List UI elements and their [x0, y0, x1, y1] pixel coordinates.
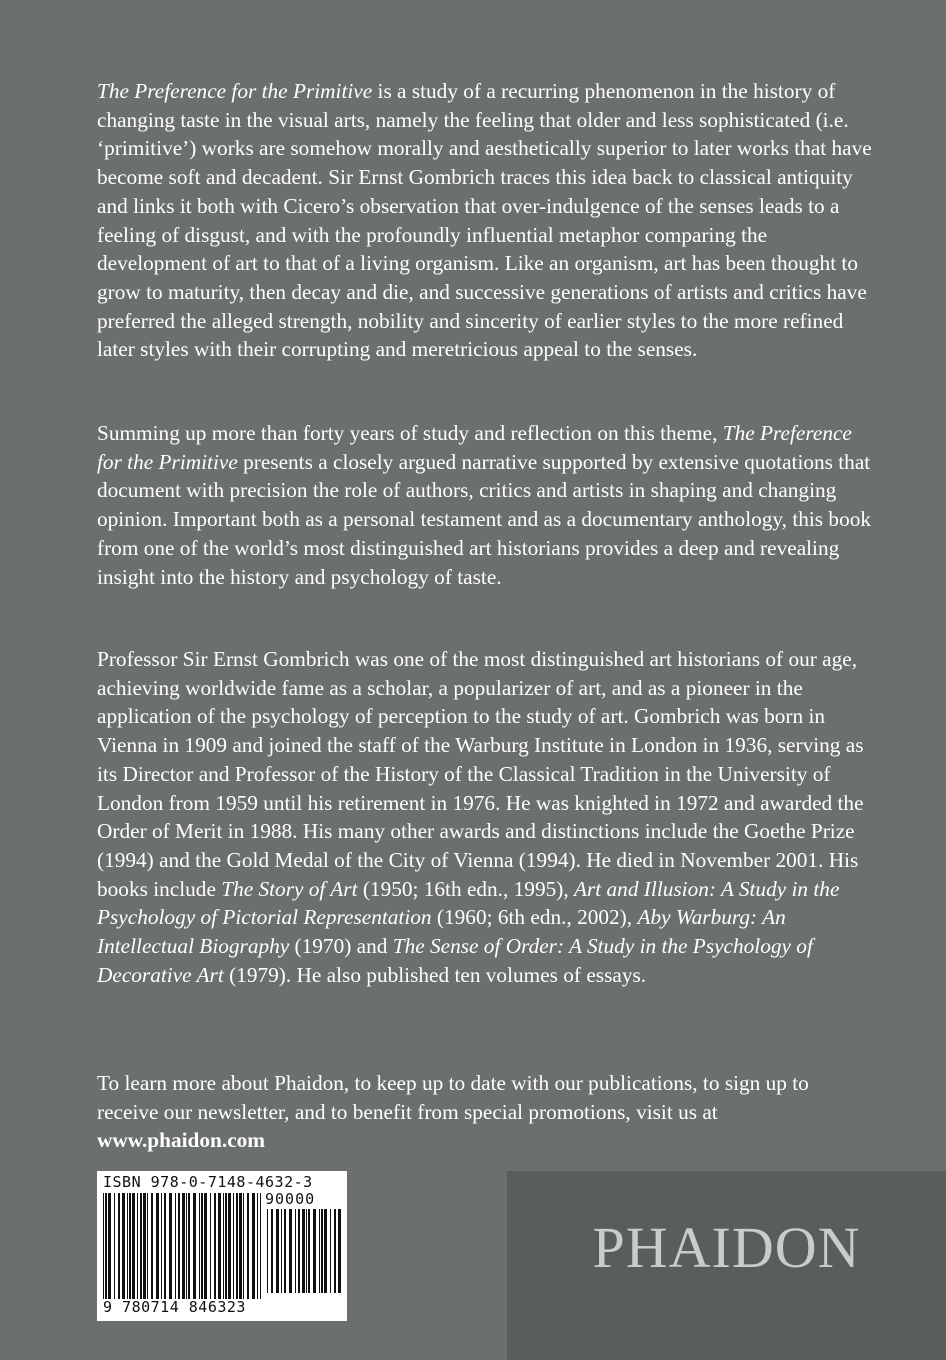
bio-text: (1970) and [289, 934, 393, 959]
publisher-promo-paragraph [97, 1069, 872, 1155]
barcode-bar [239, 1193, 242, 1299]
book-title: The Preference for the Primitive [97, 79, 373, 103]
barcode-bar [137, 1193, 138, 1299]
barcode-bar [319, 1209, 320, 1293]
bio-text: Professor Sir Ernst Gombrich was one of the most distinguished art historians of our age, achieving worldwide fame as a scholar, a popularizer of art, and as a pioneer in the application of the psychology of perception to the study of art. Gombrich was born in Vienna in 1909 and joined the staff of the Warburg Institute in London in 1936, serving as its Director and Professor of the History of the Classical Tradition in the University of London from 1959 until his retirement in 1976. He was knighted in 1972 and awarded the Order of Merit in 1988. His many other awards and distinctions include the Goethe Prize (1994) and the Gold Medal of the City of Vienna (1994). He died in November 2001. His books include [97, 647, 864, 901]
barcode-bar [108, 1193, 111, 1299]
promo-text: To learn more about Phaidon, to keep up to date with our publications, to sign up to receive our newsletter, and to benefit from special promotions, visit us at [97, 1071, 809, 1124]
isbn-barcode [97, 1171, 347, 1321]
barcode-bar [267, 1209, 268, 1293]
barcode-bar [105, 1193, 107, 1299]
barcode-bar [140, 1193, 142, 1299]
addon-barcode-bars [267, 1209, 341, 1293]
barcode-bar [188, 1193, 190, 1299]
barcode-bar [284, 1209, 286, 1293]
barcode-bar [252, 1193, 255, 1299]
barcode-bar [118, 1193, 120, 1299]
description-paragraph-2 [97, 419, 872, 591]
bio-text: (1979). He also published ten volumes of essays. [223, 962, 647, 987]
barcode-bar [201, 1193, 203, 1299]
barcode-bar [295, 1209, 296, 1293]
barcode-bar [147, 1193, 148, 1299]
publisher-logo: PHAIDON [592, 1215, 861, 1280]
barcode-bar [129, 1193, 131, 1299]
isbn-label: ISBN 978-0-7148-4632-3 [103, 1173, 313, 1191]
author-bio-paragraph [97, 645, 872, 989]
ean-barcode-bars [103, 1193, 261, 1299]
barcode-bar [225, 1193, 227, 1299]
barcode-bar [306, 1209, 307, 1293]
barcode-bar [243, 1193, 244, 1299]
bio-text: (1950; 16th edn., 1995), [357, 876, 574, 901]
barcode-bar [199, 1193, 200, 1299]
book-title-sense-of-order: The Sense of Order: A Study in the Psychology of Decorative Art [97, 934, 813, 987]
barcode-bar [218, 1193, 221, 1299]
paragraph-text: presents a closely argued narrative supported by extensive quotations that document with precision the role of authors, critics and artists in shaping and changing opinion. Important both as a personal testament and as a documentary anthology, this book from one of the world’s most distinguished art historians provides a deep and revealing insight into the history and psychology of taste. [97, 449, 872, 589]
barcode-bar [257, 1193, 258, 1299]
paragraph-text: is a study of a recurring phenomenon in the history of changing taste in the visual arts, namely the feeling that older and less sophisticated (i.e. ‘primitive’) works are somehow morally and aesthetically superior to later works that have become soft and decadent. Sir Ernst Gombrich traces this idea back to classical antiquity and links it both with Cicero’s observation that over-indulgence of the senses leads to a feeling of disgust, and with the profoundly influential metaphor comparing the development of art to that of a living organism. Like an organism, art has been thought to grow to maturity, then decay and die, and successive generations of artists and critics have preferred the alleged strength, nobility and sincerity of earlier styles to the more refined later styles with their corrupting and meretricious appeal to the senses. [97, 79, 872, 362]
barcode-bar [132, 1193, 135, 1299]
barcode-bar [338, 1209, 341, 1293]
barcode-bar [164, 1193, 166, 1299]
book-title: The Preference for the Primitive [97, 421, 852, 474]
barcode-bar [260, 1193, 261, 1299]
barcode-bar [182, 1193, 185, 1299]
barcode-bar [127, 1193, 128, 1299]
publisher-logo-panel [507, 1171, 946, 1360]
website-link[interactable]: www.phaidon.com [97, 1128, 266, 1153]
book-title-story-of-art: The Story of Art [221, 876, 358, 901]
barcode-bar [223, 1193, 224, 1299]
barcode-bar [175, 1193, 176, 1299]
barcode-bar [233, 1193, 234, 1299]
barcode-bar [161, 1193, 162, 1299]
barcode-bar [276, 1209, 279, 1293]
barcode-bar [334, 1209, 336, 1293]
barcode-bar [313, 1209, 316, 1293]
barcode-bar [178, 1193, 180, 1299]
price-code: 90000 [265, 1190, 316, 1208]
barcode-bar [247, 1193, 249, 1299]
barcode-bar [156, 1193, 159, 1299]
barcode-bar [302, 1209, 305, 1293]
book-title-art-and-illusion: Art and Illusion: A Study in the Psychology of Pictorial Representation [97, 876, 840, 930]
barcode-bar [151, 1193, 153, 1299]
barcode-bar [103, 1193, 104, 1299]
paragraph-lead: Summing up more than forty years of study and reflection on this theme, [97, 421, 723, 445]
barcode-bar [321, 1209, 323, 1293]
book-title-aby-warburg: Aby Warburg: An Intellectual Biography [97, 905, 786, 959]
barcode-bar [228, 1193, 231, 1299]
bio-text: (1960; 6th edn., 2002), [431, 905, 638, 930]
barcode-bar [114, 1193, 115, 1299]
barcode-bar [281, 1209, 282, 1293]
barcode-bar [143, 1193, 146, 1299]
barcode-bar [193, 1193, 196, 1299]
barcode-bar [298, 1209, 300, 1293]
barcode-bar [324, 1209, 327, 1293]
description-paragraph-1 [97, 77, 872, 364]
barcode-bar [186, 1193, 187, 1299]
barcode-bar [330, 1209, 331, 1293]
barcode-bar [169, 1193, 172, 1299]
barcode-bar [308, 1209, 310, 1293]
barcode-bar [210, 1193, 211, 1299]
barcode-bar [271, 1209, 273, 1293]
barcode-bar [236, 1193, 238, 1299]
barcode-bar [214, 1193, 216, 1299]
barcode-bar [204, 1193, 207, 1299]
barcode-bar [122, 1193, 125, 1299]
barcode-bar [289, 1209, 292, 1293]
ean-digits: 9 780714 846323 [103, 1298, 246, 1316]
